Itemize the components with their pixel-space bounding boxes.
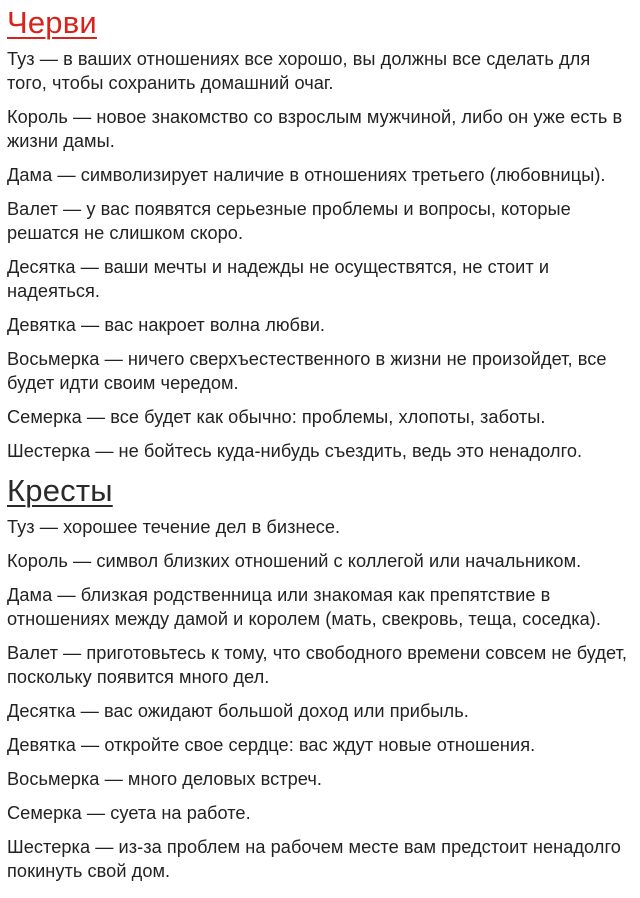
card-meaning-clubs-jack: Валет — приготовьтесь к тому, что свободного времени совсем не будет, поскольку появится много дел.	[7, 643, 628, 687]
card-meaning-hearts-six: Шестерка — не бойтесь куда-нибудь съездить, ведь это ненадолго.	[7, 441, 583, 461]
card-meaning-clubs-ten: Десятка — вас ожидают большой доход или прибыль.	[7, 701, 469, 721]
card-meaning-hearts-eight: Восьмерка — ничего сверхъестественного в жизни не произойдет, все будет идти своим чередом.	[7, 349, 607, 393]
article-body	[0, 5, 640, 883]
card-meaning-clubs-seven: Семерка — суета на работе.	[7, 803, 251, 823]
card-meaning-hearts-queen: Дама — символизирует наличие в отношениях третьего (любовницы).	[7, 165, 606, 185]
card-meaning-hearts-ace: Туз — в ваших отношениях все хорошо, вы должны все сделать для того, чтобы сохранить домашний очаг.	[7, 49, 591, 93]
section-title-clubs: Кресты	[7, 473, 113, 508]
card-meaning-clubs-nine: Девятка — откройте свое сердце: вас ждут новые отношения.	[7, 735, 536, 755]
section-hearts	[7, 5, 632, 463]
card-meaning-clubs-eight: Восьмерка — много деловых встреч.	[7, 769, 323, 789]
card-meaning-hearts-nine: Девятка — вас накроет волна любви.	[7, 315, 326, 335]
card-meaning-hearts-seven: Семерка — все будет как обычно: проблемы, хлопоты, заботы.	[7, 407, 546, 427]
card-meaning-hearts-jack: Валет — у вас появятся серьезные проблемы и вопросы, которые решатся не слишком скоро.	[7, 199, 571, 243]
card-meaning-clubs-ace: Туз — хорошее течение дел в бизнесе.	[7, 517, 341, 537]
card-meaning-hearts-ten: Десятка — ваши мечты и надежды не осуществятся, не стоит и надеяться.	[7, 257, 550, 301]
card-meaning-clubs-king: Король — символ близких отношений с коллегой или начальником.	[7, 551, 582, 571]
section-clubs	[7, 473, 632, 883]
card-meaning-clubs-queen: Дама — близкая родственница или знакомая как препятствие в отношениях между дамой и королем (мать, свекровь, теща, соседка).	[7, 585, 601, 629]
card-meaning-hearts-king: Король — новое знакомство со взрослым мужчиной, либо он уже есть в жизни дамы.	[7, 107, 623, 151]
card-meaning-clubs-six: Шестерка — из-за проблем на рабочем месте вам предстоит ненадолго покинуть свой дом.	[7, 837, 621, 881]
section-title-hearts: Черви	[7, 5, 97, 40]
